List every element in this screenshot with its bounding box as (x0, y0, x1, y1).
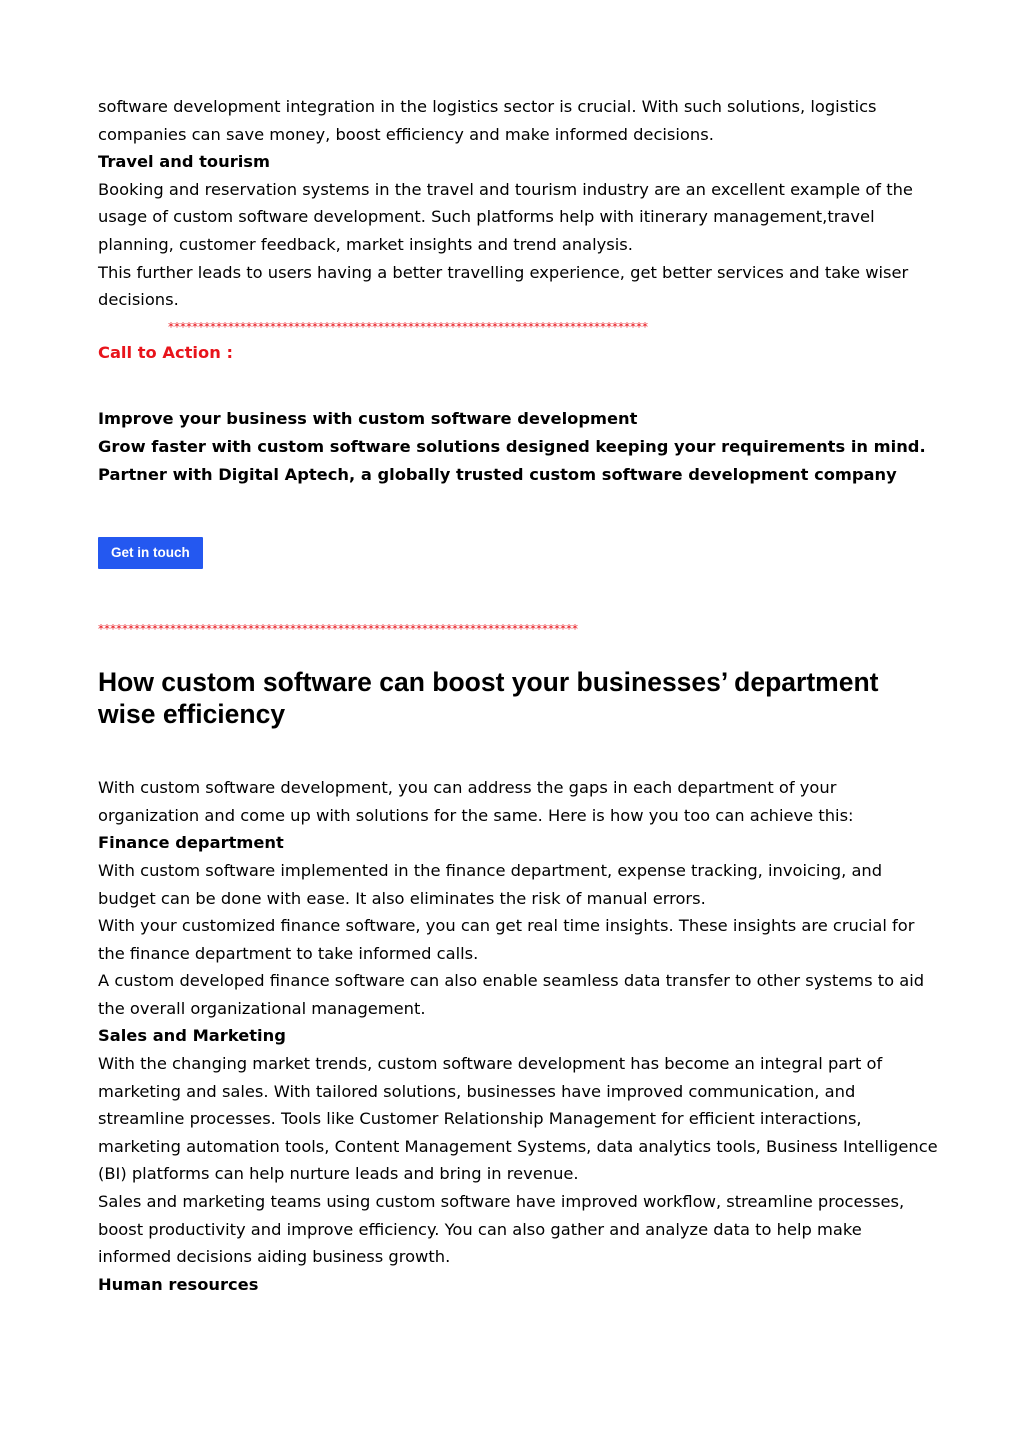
paragraph-finance-1: With custom software implemented in the finance department, expense tracking, invoicing, and budget can be done with ease. It also eliminates the risk of manual errors. (98, 860, 883, 908)
document-page (98, 93, 938, 1298)
separator-stars: ******************************************************************************** (98, 622, 578, 637)
paragraph-finance-3: A custom developed finance software can also enable seamless data transfer to other systems to aid the overall organizational management. (98, 971, 925, 1018)
paragraph-finance-2: With your customized finance software, you can get real time insights. These insights are crucial for the finance department to take informed calls. (98, 916, 915, 963)
heading-travel: Travel and tourism (98, 152, 270, 172)
heading-finance: Finance department (98, 833, 284, 853)
paragraph-travel-2: This further leads to users having a better travelling experience, get better services and take wiser decisions. (98, 262, 909, 310)
paragraph-sales-1: With the changing market trends, custom software development has become an integral part of marketing and sales. With tailored solutions, businesses have improved communication, and streamline processes. Tools like Customer Relationship Management for efficient interactions, marketing automation tools, Content Management Systems, data analytics tools, Business Intelligence (BI) platforms can help nurture leads and bring in revenue. (98, 1054, 938, 1184)
heading-hr: Human resources (98, 1274, 259, 1294)
get-in-touch-button[interactable]: Get in touch (98, 537, 203, 569)
cta-label: Call to Action : (98, 342, 233, 362)
cta-heading: Improve your business with custom software development (98, 409, 638, 429)
separator-stars: ******************************************************************************** (168, 319, 648, 334)
paragraph-sales-2: Sales and marketing teams using custom software have improved workflow, streamline processes, boost productivity and improve efficiency. You can also gather and analyze data to help make informed decisions aiding business growth. (98, 1192, 905, 1267)
heading-sales: Sales and Marketing (98, 1026, 286, 1046)
paragraph-logistics: software development integration in the logistics sector is crucial. With such solutions, logistics companies can save money, boost efficiency and make informed decisions. (98, 97, 877, 144)
section-title: How custom software can boost your businesses’ department wise efficiency (98, 667, 879, 730)
cta-text: Grow faster with custom software solutions designed keeping your requirements in mind. Partner with Digital Aptech, a globally trusted custom software development company (98, 436, 926, 484)
paragraph-travel-1: Booking and reservation systems in the travel and tourism industry are an excellent example of the usage of custom software development. Such platforms help with itinerary management,travel planning, customer feedback, market insights and trend analysis. (98, 179, 913, 254)
paragraph-intro: With custom software development, you can address the gaps in each department of your organization and come up with solutions for the same. Here is how you too can achieve this: (98, 778, 854, 825)
